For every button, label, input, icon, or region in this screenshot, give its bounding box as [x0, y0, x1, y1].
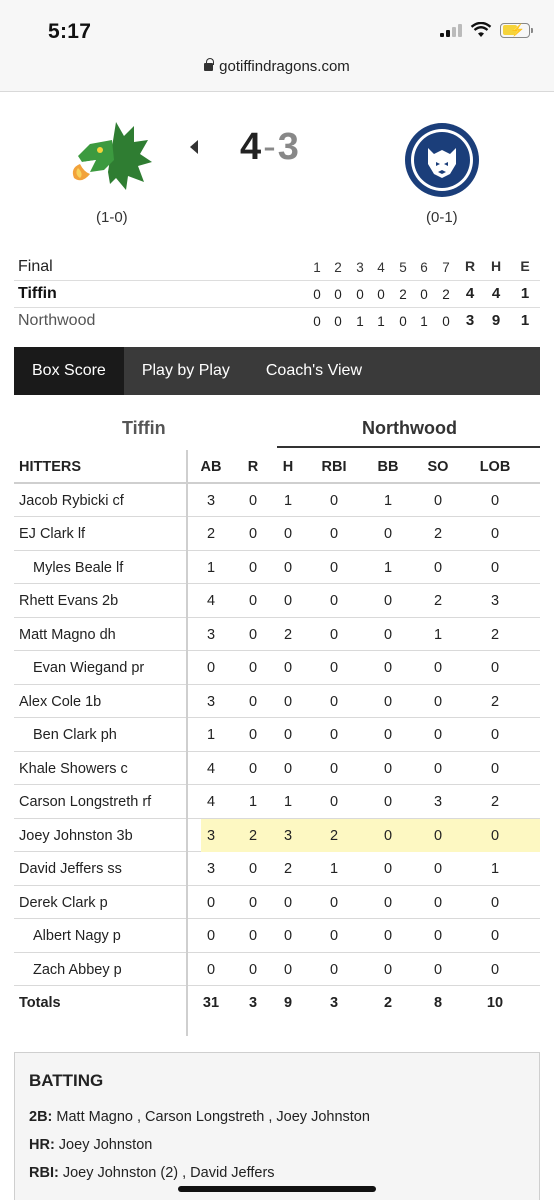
table-row [14, 484, 540, 518]
stat-cell: 0 [383, 794, 393, 810]
inning-score: 0 [313, 287, 321, 302]
stat-cell: 3 [433, 794, 443, 810]
inning-score: 2 [442, 287, 450, 302]
stat-cell: 0 [490, 492, 500, 509]
inning-score: 0 [313, 314, 321, 329]
table-row [14, 953, 540, 987]
errors-total: 1 [520, 285, 530, 302]
stat-cell: 0 [248, 492, 258, 509]
totals-row [14, 986, 540, 1020]
tab-bar [14, 347, 540, 395]
column-header: R [247, 459, 259, 475]
player-name: Matt Magno dh [19, 626, 116, 643]
stat-cell: 0 [283, 559, 293, 576]
totals-label: Totals [19, 995, 61, 1011]
stat-cell: 0 [433, 861, 443, 877]
stat-cell: 1 [433, 626, 443, 643]
batting-title: BATTING [29, 1071, 104, 1090]
column-header: H [282, 459, 294, 475]
player-name: EJ Clark lf [19, 526, 86, 542]
stat-cell: 0 [490, 526, 500, 542]
stat-cell: 0 [329, 794, 339, 810]
url-bar[interactable] [0, 58, 554, 75]
stat-cell: 0 [206, 894, 216, 911]
stat-cell: 0 [283, 894, 293, 911]
stat-cell: 0 [490, 827, 500, 844]
hits-total: 4 [491, 285, 501, 302]
stat-cell: 0 [248, 727, 258, 743]
stat-cell: 3 [283, 827, 293, 844]
inning-score: 0 [377, 287, 385, 302]
stat-cell: 1 [383, 559, 393, 576]
stat-cell: 0 [248, 660, 258, 676]
stat-cell: 4 [206, 794, 216, 810]
stat-cell: 2 [433, 526, 443, 542]
battery-icon: ⚡ [500, 23, 530, 38]
stat-cell: 1 [490, 861, 500, 877]
stat-cell: 0 [329, 526, 339, 542]
stat-cell: 3 [490, 593, 500, 609]
stat-cell: 2 [433, 593, 443, 609]
stat-cell: 2 [490, 626, 500, 643]
stat-cell: 0 [329, 593, 339, 609]
linescore-row-northwood [14, 308, 540, 335]
stat-cell: 0 [383, 727, 393, 743]
tab-coachs-view[interactable]: Coach's View [265, 362, 362, 379]
stat-cell: 1 [283, 492, 293, 509]
timberwolves-logo[interactable] [404, 122, 480, 198]
box-score-header [14, 450, 540, 484]
stat-cell: 2 [283, 626, 293, 643]
batting-line-rbi: RBI: Joey Johnston (2) , David Jeffers [29, 1165, 275, 1181]
total-cell: 8 [433, 995, 443, 1011]
stat-cell: 0 [329, 961, 339, 978]
stat-cell: 2 [490, 693, 500, 710]
stat-cell: 0 [433, 559, 443, 576]
stat-cell: 0 [248, 861, 258, 877]
stat-cell: 0 [283, 693, 293, 710]
inning-header: 4 [377, 260, 385, 275]
team-toggle [14, 412, 540, 448]
player-name: Rhett Evans 2b [19, 593, 119, 609]
home-score: 4 [240, 126, 262, 168]
inning-score: 1 [356, 314, 364, 329]
runs-total: 3 [465, 312, 475, 329]
inning-header: 5 [399, 260, 407, 275]
table-row [14, 618, 540, 652]
stat-cell: 0 [329, 626, 339, 643]
stat-cell: 1 [329, 861, 339, 877]
stat-cell: 0 [433, 827, 443, 844]
stat-cell: 0 [248, 626, 258, 643]
stat-cell: 3 [206, 492, 216, 509]
player-name: Joey Johnston 3b [19, 827, 133, 844]
stat-cell: 0 [329, 760, 339, 777]
stat-cell: 0 [433, 928, 443, 944]
inning-score: 1 [377, 314, 385, 329]
table-row [14, 651, 540, 685]
player-name: Zach Abbey p [33, 961, 122, 978]
url-text: gotiffindragons.com [219, 58, 350, 75]
stat-cell: 1 [206, 727, 216, 743]
stat-cell: 2 [490, 794, 500, 810]
stat-cell: 0 [433, 693, 443, 710]
stat-cell: 3 [206, 693, 216, 710]
stat-cell: 2 [283, 861, 293, 877]
stat-cell: 0 [383, 660, 393, 676]
batting-line-hr: HR: Joey Johnston [29, 1137, 153, 1153]
stat-cell: 1 [283, 794, 293, 810]
total-cell: 31 [202, 995, 220, 1011]
inning-score: 2 [399, 287, 407, 302]
player-name: Khale Showers c [19, 760, 128, 777]
batting-summary [14, 1052, 540, 1200]
stat-cell: 0 [490, 660, 500, 676]
game-score: 4-3 [240, 126, 299, 168]
stat-cell: 0 [283, 961, 293, 978]
stat-cell: 0 [490, 559, 500, 576]
stat-cell: 0 [383, 760, 393, 777]
stat-cell: 0 [283, 727, 293, 743]
inning-header: 6 [420, 260, 428, 275]
stat-cell: 3 [206, 861, 216, 877]
stat-cell: 0 [383, 827, 393, 844]
stat-cell: 0 [248, 928, 258, 944]
rhe-header: H [490, 258, 502, 274]
stat-cell: 0 [329, 894, 339, 911]
status-icons [440, 22, 530, 38]
stat-cell: 0 [383, 928, 393, 944]
inning-header: 2 [334, 260, 342, 275]
home-record: (1-0) [96, 209, 128, 226]
stat-cell: 0 [383, 693, 393, 710]
active-team-underline [277, 446, 540, 448]
stat-cell: 0 [248, 961, 258, 978]
stat-cell: 1 [206, 559, 216, 576]
inning-score: 0 [334, 287, 342, 302]
table-row [14, 852, 540, 886]
inning-header: 7 [442, 260, 450, 275]
total-cell: 3 [329, 995, 339, 1011]
table-row [14, 584, 540, 618]
total-cell: 3 [248, 995, 258, 1011]
stat-cell: 0 [329, 559, 339, 576]
hits-total: 9 [491, 312, 501, 329]
stat-cell: 0 [283, 760, 293, 777]
player-name: Myles Beale lf [33, 559, 124, 576]
stat-cell: 0 [248, 559, 258, 576]
total-cell: 2 [383, 995, 393, 1011]
batting-line-2b: 2B: Matt Magno , Carson Longstreth , Joey Johnston [29, 1109, 370, 1125]
stat-cell: 0 [248, 760, 258, 777]
stat-cell: 0 [206, 928, 216, 944]
stat-cell: 0 [383, 894, 393, 911]
stat-cell: 2 [248, 827, 258, 844]
inning-score: 0 [399, 314, 407, 329]
player-name: Ben Clark ph [33, 727, 117, 743]
column-header: LOB [479, 459, 511, 475]
stat-cell: 0 [490, 727, 500, 743]
stat-cell: 0 [283, 593, 293, 609]
away-record: (0-1) [426, 209, 458, 226]
player-name: Albert Nagy p [33, 928, 121, 944]
stat-cell: 1 [248, 794, 258, 810]
runs-total: 4 [465, 285, 475, 302]
player-name: David Jeffers ss [19, 861, 122, 877]
table-row [14, 752, 540, 786]
stat-cell: 0 [248, 526, 258, 542]
stat-cell: 0 [383, 626, 393, 643]
table-row [14, 685, 540, 719]
wifi-icon [470, 22, 492, 38]
table-row [14, 718, 540, 752]
browser-topbar [0, 0, 554, 92]
player-name: Evan Wiegand pr [33, 660, 145, 676]
stat-cell: 4 [206, 760, 216, 777]
player-name: Jacob Rybicki cf [19, 492, 124, 509]
table-divider [186, 450, 188, 1036]
table-row [14, 785, 540, 819]
stat-cell: 0 [283, 660, 293, 676]
stat-cell: 0 [329, 727, 339, 743]
stat-cell: 0 [329, 928, 339, 944]
inning-score: 0 [420, 287, 428, 302]
stat-cell: 0 [433, 961, 443, 978]
player-name: Derek Clark p [19, 894, 108, 911]
arrow-left-icon[interactable] [190, 140, 198, 154]
team-toggle-tiffin[interactable]: Tiffin [122, 418, 166, 438]
column-header: RBI [321, 459, 347, 475]
stat-cell: 0 [433, 760, 443, 777]
stat-cell: 0 [383, 861, 393, 877]
table-row [14, 886, 540, 920]
linescore-row-tiffin [14, 281, 540, 308]
inning-score: 1 [420, 314, 428, 329]
stat-cell: 0 [383, 593, 393, 609]
stat-cell: 0 [329, 693, 339, 710]
inning-score: 0 [356, 287, 364, 302]
column-header: SO [427, 459, 449, 475]
stat-cell: 0 [206, 961, 216, 978]
stat-cell: 0 [248, 593, 258, 609]
player-name: Alex Cole 1b [19, 693, 102, 710]
stat-cell: 0 [433, 727, 443, 743]
tab-box-score[interactable]: Box Score [14, 347, 124, 395]
stat-cell: 1 [383, 492, 393, 509]
stat-cell: 0 [433, 894, 443, 911]
stat-cell: 0 [283, 526, 293, 542]
stat-cell: 0 [433, 660, 443, 676]
table-row [14, 919, 540, 953]
stat-cell: 0 [206, 660, 216, 676]
player-name: Carson Longstreth rf [19, 794, 152, 810]
total-cell: 9 [283, 995, 293, 1011]
inning-score: 0 [334, 314, 342, 329]
dragon-logo[interactable] [70, 120, 154, 192]
stat-cell: 0 [490, 928, 500, 944]
stat-cell: 2 [329, 827, 339, 844]
table-row [14, 819, 540, 853]
table-row [14, 551, 540, 585]
stat-cell: 0 [248, 693, 258, 710]
game-status: Final [18, 258, 53, 275]
inning-score: 0 [442, 314, 450, 329]
stat-cell: 0 [248, 894, 258, 911]
stat-cell: 0 [490, 760, 500, 777]
lock-icon [204, 63, 213, 71]
stat-cell: 4 [206, 593, 216, 609]
stat-cell: 2 [206, 526, 216, 542]
team-name: Tiffin [18, 285, 57, 302]
linescore-header [14, 254, 540, 281]
stat-cell: 3 [206, 827, 216, 844]
stat-cell: 0 [329, 660, 339, 676]
team-name: Northwood [18, 312, 96, 329]
total-cell: 10 [486, 995, 504, 1011]
inning-header: 1 [313, 260, 321, 275]
stat-cell: 0 [329, 492, 339, 509]
stat-cell: 0 [490, 961, 500, 978]
inning-header: 3 [356, 260, 364, 275]
tab-play-by-play[interactable]: Play by Play [141, 362, 230, 379]
stat-cell: 0 [383, 526, 393, 542]
home-indicator[interactable] [178, 1186, 376, 1192]
stat-cell: 3 [206, 626, 216, 643]
stat-cell: 0 [383, 961, 393, 978]
status-time: 5:17 [48, 20, 92, 43]
stat-cell: 0 [433, 492, 443, 509]
stat-cell: 0 [283, 928, 293, 944]
box-score-table [14, 450, 540, 1020]
rhe-header: E [520, 258, 530, 274]
table-row [14, 517, 540, 551]
column-header: HITTERS [19, 459, 82, 475]
linescore [14, 254, 540, 335]
errors-total: 1 [520, 312, 530, 329]
signal-icon [440, 23, 462, 37]
team-toggle-northwood[interactable]: Northwood [362, 418, 457, 438]
column-header: AB [200, 459, 222, 475]
rhe-header: R [464, 258, 476, 274]
column-header: BB [377, 459, 399, 475]
away-score: 3 [277, 126, 299, 168]
stat-cell: 0 [490, 894, 500, 911]
